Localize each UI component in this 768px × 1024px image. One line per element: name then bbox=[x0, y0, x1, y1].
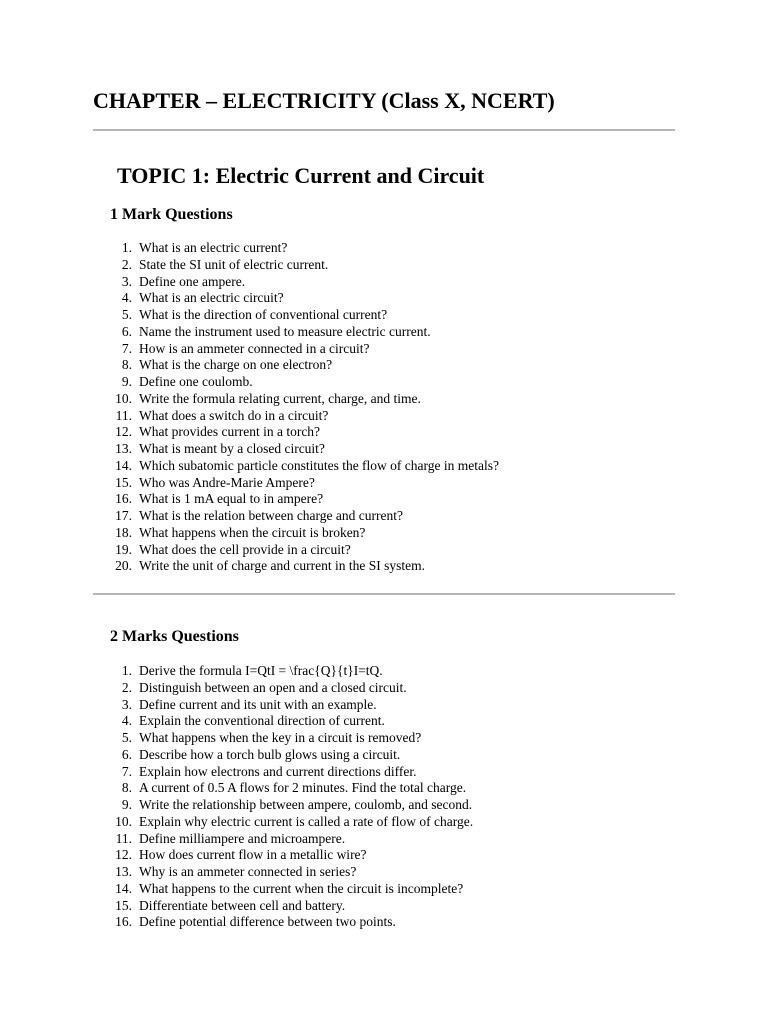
question-number: 3. bbox=[121, 273, 132, 289]
question-item bbox=[110, 441, 325, 458]
question-text: Define current and its unit with an example. bbox=[139, 696, 377, 712]
question-item bbox=[110, 880, 464, 898]
question-number: 2. bbox=[121, 679, 132, 695]
question-item bbox=[110, 474, 315, 492]
topic-title: TOPIC 1: Electric Current and Circuit bbox=[117, 163, 485, 188]
question-item bbox=[110, 679, 407, 697]
question-item bbox=[110, 813, 474, 831]
section-heading-1-mark: 1 Mark Questions bbox=[110, 206, 233, 223]
question-number: 15. bbox=[115, 474, 132, 490]
question-item bbox=[110, 256, 329, 274]
question-list-1-mark bbox=[110, 240, 500, 575]
question-item bbox=[110, 914, 396, 931]
question-number: 18. bbox=[115, 524, 132, 540]
question-text: Explain the conventional direction of current. bbox=[139, 713, 385, 729]
question-number: 12. bbox=[115, 847, 132, 863]
question-text: What does the cell provide in a circuit? bbox=[139, 541, 351, 557]
question-number: 13. bbox=[115, 864, 132, 879]
question-text: What does a switch do in a circuit? bbox=[139, 407, 329, 423]
question-number: 20. bbox=[115, 558, 132, 574]
question-number: 6. bbox=[121, 746, 132, 762]
question-list-2-marks bbox=[110, 663, 474, 931]
question-text: How is an ammeter connected in a circuit? bbox=[139, 340, 370, 356]
question-number: 8. bbox=[121, 357, 132, 373]
question-text: Who was Andre-Marie Ampere? bbox=[139, 474, 315, 490]
question-number: 1. bbox=[121, 240, 132, 255]
question-text: How does current flow in a metallic wire? bbox=[139, 847, 367, 863]
question-number: 17. bbox=[115, 508, 132, 523]
question-text: Define potential difference between two points. bbox=[139, 914, 396, 930]
question-text: What is the charge on one electron? bbox=[139, 357, 333, 373]
question-text: Describe how a torch bulb glows using a circuit. bbox=[139, 746, 401, 762]
question-item bbox=[110, 746, 401, 764]
question-item bbox=[110, 763, 417, 781]
question-item bbox=[110, 307, 388, 324]
question-item bbox=[110, 491, 324, 508]
question-number: 9. bbox=[121, 374, 132, 389]
question-item bbox=[110, 713, 385, 730]
question-number: 2. bbox=[121, 256, 132, 272]
section-heading-2-marks: 2 Marks Questions bbox=[110, 628, 239, 645]
question-text: Write the relationship between ampere, coulomb, and second. bbox=[139, 797, 473, 812]
question-item bbox=[110, 508, 404, 525]
question-text: What is meant by a closed circuit? bbox=[139, 441, 325, 456]
question-number: 12. bbox=[115, 424, 132, 440]
question-text: Derive the formula I=QtI = \frac{Q}{t}I=tQ. bbox=[139, 663, 383, 678]
question-number: 5. bbox=[121, 730, 132, 745]
question-number: 8. bbox=[121, 780, 132, 796]
question-text: Write the unit of charge and current in the SI system. bbox=[139, 558, 425, 574]
question-number: 5. bbox=[121, 307, 132, 322]
section-divider bbox=[93, 593, 675, 595]
question-number: 11. bbox=[115, 830, 132, 846]
question-item bbox=[110, 558, 425, 575]
question-text: What is the direction of conventional current? bbox=[139, 307, 388, 322]
question-text: Explain why electric current is called a rate of flow of charge. bbox=[139, 813, 474, 829]
question-number: 11. bbox=[115, 407, 132, 423]
question-text: What happens to the current when the circuit is incomplete? bbox=[139, 880, 464, 896]
question-number: 7. bbox=[121, 763, 132, 779]
question-number: 9. bbox=[121, 797, 132, 812]
question-number: 7. bbox=[121, 340, 132, 356]
question-item bbox=[110, 663, 383, 680]
question-number: 13. bbox=[115, 441, 132, 456]
question-number: 16. bbox=[115, 914, 132, 930]
question-text: Distinguish between an open and a closed circuit. bbox=[139, 679, 407, 695]
question-text: What is the relation between charge and current? bbox=[139, 508, 404, 523]
question-text: What is an electric current? bbox=[139, 240, 288, 255]
question-item bbox=[110, 864, 357, 881]
question-text: A current of 0.5 A flows for 2 minutes. Find the total charge. bbox=[139, 780, 467, 796]
question-number: 14. bbox=[115, 880, 132, 896]
question-item bbox=[110, 797, 473, 814]
question-item bbox=[110, 730, 422, 747]
question-item bbox=[110, 357, 333, 374]
question-item bbox=[110, 830, 346, 848]
question-number: 1. bbox=[121, 663, 132, 678]
question-item bbox=[110, 424, 321, 441]
question-text: What is an electric circuit? bbox=[139, 290, 284, 306]
question-text: Define one coulomb. bbox=[139, 374, 253, 389]
question-number: 16. bbox=[115, 491, 132, 507]
question-text: What provides current in a torch? bbox=[139, 424, 321, 440]
question-item bbox=[110, 457, 500, 475]
question-text: Define one ampere. bbox=[139, 273, 246, 289]
question-number: 6. bbox=[121, 323, 132, 339]
question-item bbox=[110, 390, 421, 408]
question-text: Define milliampere and microampere. bbox=[139, 830, 346, 846]
question-text: Which subatomic particle constitutes the flow of charge in metals? bbox=[139, 457, 500, 473]
question-number: 14. bbox=[115, 457, 132, 473]
question-number: 10. bbox=[115, 813, 132, 829]
question-item bbox=[110, 541, 351, 559]
question-number: 4. bbox=[121, 713, 132, 729]
question-item bbox=[110, 340, 370, 358]
question-item bbox=[110, 374, 253, 391]
question-text: What happens when the circuit is broken? bbox=[139, 524, 366, 540]
question-item bbox=[110, 290, 284, 307]
question-text: Why is an ammeter connected in series? bbox=[139, 864, 357, 879]
question-item bbox=[110, 273, 246, 291]
question-text: Differentiate between cell and battery. bbox=[139, 897, 346, 913]
question-number: 15. bbox=[115, 897, 132, 913]
question-text: What happens when the key in a circuit is removed? bbox=[139, 730, 422, 745]
question-text: What is 1 mA equal to in ampere? bbox=[139, 491, 324, 507]
question-item bbox=[110, 323, 431, 341]
chapter-title: CHAPTER – ELECTRICITY (Class X, NCERT) bbox=[93, 88, 555, 113]
question-text: Write the formula relating current, charge, and time. bbox=[139, 390, 421, 406]
question-number: 3. bbox=[121, 696, 132, 712]
question-item bbox=[110, 696, 377, 714]
question-item bbox=[110, 780, 467, 797]
question-item bbox=[110, 847, 367, 864]
question-text: State the SI unit of electric current. bbox=[139, 256, 329, 272]
question-number: 19. bbox=[115, 541, 132, 557]
question-item bbox=[110, 240, 288, 257]
question-text: Explain how electrons and current directions differ. bbox=[139, 763, 417, 779]
question-number: 4. bbox=[121, 290, 132, 306]
question-item bbox=[110, 524, 366, 542]
question-item bbox=[110, 897, 346, 915]
section-divider bbox=[93, 129, 675, 131]
question-item bbox=[110, 407, 329, 425]
question-number: 10. bbox=[115, 390, 132, 406]
question-text: Name the instrument used to measure electric current. bbox=[139, 323, 431, 339]
